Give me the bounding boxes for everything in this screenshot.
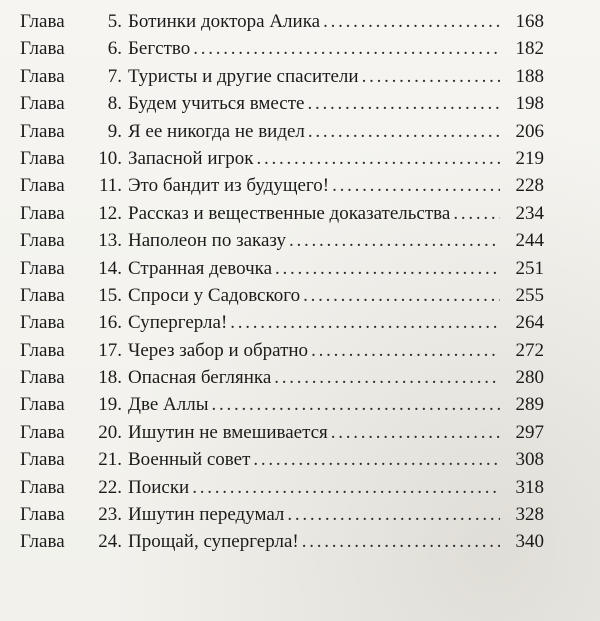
toc-entry	[20, 172, 544, 199]
dot-leader	[311, 337, 500, 364]
chapter-title: Туристы и другие спасители	[128, 65, 359, 87]
chapter-number: 12.	[98, 202, 122, 224]
dot-leader	[302, 528, 500, 555]
dot-leader	[332, 172, 500, 199]
chapter-number: 18.	[98, 367, 122, 389]
chapter-title: Поиски	[128, 476, 190, 498]
chapter-label: Глава	[20, 93, 65, 115]
chapter-title: Наполеон по заказу	[128, 230, 286, 252]
dot-leader	[453, 200, 500, 227]
dot-leader	[289, 227, 500, 254]
dot-leader	[308, 118, 500, 145]
chapter-label: Глава	[20, 284, 65, 306]
chapter-title: Супергерла!	[128, 312, 228, 334]
toc-entry	[20, 282, 544, 309]
toc-entry	[20, 309, 544, 336]
dot-leader	[192, 474, 500, 501]
chapter-title: Ишутин передумал	[128, 504, 285, 526]
page-number: 198	[515, 93, 544, 115]
toc-entry	[20, 337, 544, 364]
dot-leader	[193, 35, 500, 62]
chapter-label: Глава	[20, 312, 65, 334]
chapter-title: Рассказ и вещественные доказательства	[128, 202, 451, 224]
page-number: 328	[515, 504, 544, 526]
chapter-number: 22.	[98, 476, 122, 498]
toc-entry	[20, 446, 544, 473]
page-number: 168	[515, 11, 544, 32]
toc-entry	[20, 227, 544, 254]
dot-leader	[362, 63, 500, 90]
chapter-title: Две Аллы	[128, 394, 209, 416]
toc-entry	[20, 501, 544, 528]
chapter-title: Спроси у Садовского	[128, 284, 301, 306]
chapter-title: Прощай, супергерла!	[128, 531, 299, 553]
chapter-label: Глава	[20, 449, 65, 471]
page-number: 289	[515, 394, 544, 416]
page-number: 234	[515, 202, 544, 224]
page-number: 206	[515, 120, 544, 142]
page-number: 264	[515, 312, 544, 334]
chapter-number: 9.	[107, 120, 122, 142]
chapter-number: 19.	[98, 394, 122, 416]
toc-entry	[20, 474, 544, 501]
chapter-title: Через забор и обратно	[128, 339, 309, 361]
toc-entry	[20, 419, 544, 446]
dot-leader	[253, 446, 500, 473]
chapter-number: 16.	[98, 312, 122, 334]
chapter-number: 23.	[98, 504, 122, 526]
dot-leader	[287, 501, 500, 528]
chapter-label: Глава	[20, 11, 65, 32]
chapter-title: Опасная беглянка	[128, 367, 272, 389]
chapter-label: Глава	[20, 147, 65, 169]
chapter-number: 5.	[107, 11, 122, 32]
chapter-number: 20.	[98, 421, 122, 443]
toc-entry	[20, 255, 544, 282]
page-number: 340	[515, 531, 544, 553]
toc-entry	[20, 35, 544, 62]
chapter-label: Глава	[20, 120, 65, 142]
page-number: 318	[515, 476, 544, 498]
chapter-label: Глава	[20, 175, 65, 197]
dot-leader	[303, 282, 500, 309]
page-number: 244	[515, 230, 544, 252]
toc-entry	[20, 364, 544, 391]
page-number: 255	[515, 284, 544, 306]
chapter-title: Бегство	[128, 38, 191, 60]
chapter-label: Глава	[20, 230, 65, 252]
chapter-title: Ботинки доктора Алика	[128, 11, 321, 32]
chapter-number: 10.	[98, 147, 122, 169]
chapter-title: Это бандит из будущего!	[128, 175, 330, 197]
dot-leader	[274, 364, 500, 391]
toc-entry	[20, 145, 544, 172]
dot-leader	[257, 145, 500, 172]
toc-entry	[20, 8, 544, 35]
chapter-number: 15.	[98, 284, 122, 306]
chapter-label: Глава	[20, 504, 65, 526]
chapter-label: Глава	[20, 421, 65, 443]
page-number: 219	[515, 147, 544, 169]
chapter-number: 17.	[98, 339, 122, 361]
dot-leader	[275, 255, 500, 282]
chapter-number: 13.	[98, 230, 122, 252]
page-number: 272	[515, 339, 544, 361]
chapter-number: 24.	[98, 531, 122, 553]
chapter-number: 8.	[107, 93, 122, 115]
chapter-number: 11.	[98, 175, 122, 197]
chapter-number: 21.	[98, 449, 122, 471]
chapter-number: 6.	[107, 38, 122, 60]
page-number: 308	[515, 449, 544, 471]
chapter-label: Глава	[20, 65, 65, 87]
chapter-title: Я ее никогда не видел	[128, 120, 305, 142]
toc-entry	[20, 90, 544, 117]
table-of-contents	[20, 8, 544, 556]
toc-entry	[20, 200, 544, 227]
toc-entry	[20, 528, 544, 555]
chapter-title: Ишутин не вмешивается	[128, 421, 328, 443]
chapter-title: Военный совет	[128, 449, 251, 471]
chapter-title: Странная девочка	[128, 257, 273, 279]
chapter-label: Глава	[20, 38, 65, 60]
chapter-label: Глава	[20, 339, 65, 361]
chapter-title: Запасной игрок	[128, 147, 254, 169]
chapter-label: Глава	[20, 202, 65, 224]
chapter-number: 7.	[107, 65, 122, 87]
dot-leader	[323, 8, 500, 35]
page-number: 297	[515, 421, 544, 443]
page-number: 188	[515, 65, 544, 87]
chapter-label: Глава	[20, 394, 65, 416]
page-number: 228	[515, 175, 544, 197]
dot-leader	[331, 419, 500, 446]
toc-entry	[20, 118, 544, 145]
chapter-number: 14.	[98, 257, 122, 279]
dot-leader	[211, 391, 500, 418]
chapter-title: Будем учиться вместе	[128, 93, 305, 115]
toc-entry	[20, 63, 544, 90]
toc-entry	[20, 391, 544, 418]
page-number: 280	[515, 367, 544, 389]
chapter-label: Глава	[20, 531, 65, 553]
dot-leader	[230, 309, 500, 336]
dot-leader	[307, 90, 500, 117]
page-number: 251	[515, 257, 544, 279]
page-number: 182	[515, 38, 544, 60]
chapter-label: Глава	[20, 257, 65, 279]
chapter-label: Глава	[20, 476, 65, 498]
chapter-label: Глава	[20, 367, 65, 389]
